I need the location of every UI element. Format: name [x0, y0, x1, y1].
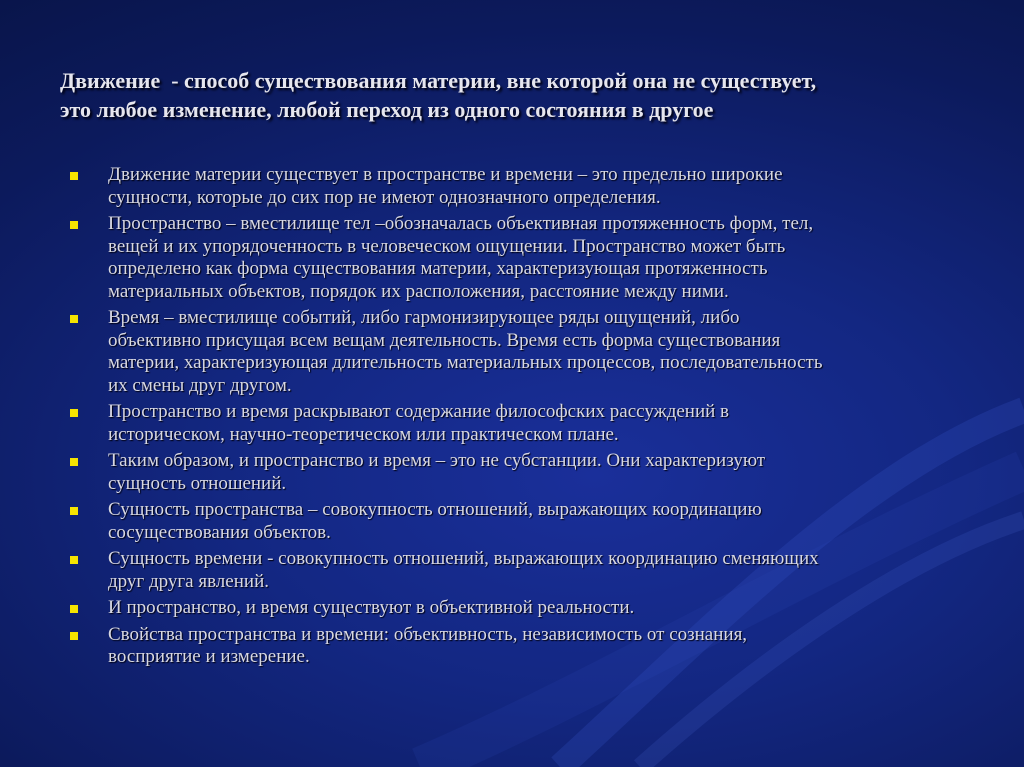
square-bullet-icon — [70, 409, 78, 417]
bullet-line: определено как форма существования материи, характеризующая протяженность — [108, 258, 768, 279]
bullet-line: сущности, которые до сих пор не имеют однозначного определения. — [108, 186, 661, 208]
bullet-line: сущность отношений. — [108, 472, 287, 494]
bullet-line: Пространство – вместилище тел –обозначалась объективная протяженность форм, тел, — [108, 213, 814, 234]
bullet-line: Пространство и время раскрывают содержание философских рассуждений в — [108, 401, 730, 422]
list-item — [70, 624, 990, 669]
list-item — [70, 450, 990, 495]
square-bullet-icon — [70, 315, 78, 323]
bullet-line: вещей и их упорядоченность в человеческом ощущении. Пространство может быть — [108, 235, 786, 257]
slide-title — [60, 66, 990, 124]
square-bullet-icon — [70, 458, 78, 466]
bullet-line: их смены друг другом. — [108, 374, 292, 396]
bullet-list — [70, 164, 990, 673]
bullet-line: Сущность пространства – совокупность отношений, выражающих координацию — [108, 499, 762, 520]
slide-title-line: это любое изменение, любой переход из одного состояния в другое — [60, 97, 714, 122]
bullet-line: объективно присущая всем вещам деятельность. Время есть форма существования — [108, 329, 781, 351]
square-bullet-icon — [70, 556, 78, 564]
list-item — [70, 548, 990, 593]
bullet-line: материи, характеризующая длительность материальных процессов, последовательность — [108, 352, 823, 373]
square-bullet-icon — [70, 507, 78, 515]
square-bullet-icon — [70, 605, 78, 613]
bullet-text — [108, 499, 990, 544]
bullet-text — [108, 450, 990, 495]
bullet-text — [108, 213, 990, 303]
bullet-line: Движение материи существует в пространстве и времени – это предельно широкие — [108, 164, 783, 185]
bullet-line: материальных объектов, порядок их расположения, расстояние между ними. — [108, 280, 729, 302]
list-item — [70, 213, 990, 303]
list-item — [70, 499, 990, 544]
list-item — [70, 401, 990, 446]
bullet-line: И пространство, и время существуют в объективной реальности. — [108, 597, 635, 618]
bullet-line: сосуществования объектов. — [108, 521, 331, 543]
bullet-line: Таким образом, и пространство и время – это не субстанции. Они характеризуют — [108, 450, 766, 471]
bullet-text — [108, 401, 990, 446]
bullet-text — [108, 164, 990, 209]
bullet-text — [108, 307, 990, 397]
bullet-text — [108, 597, 990, 620]
square-bullet-icon — [70, 632, 78, 640]
bullet-text — [108, 548, 990, 593]
square-bullet-icon — [70, 221, 78, 229]
list-item — [70, 597, 990, 620]
bullet-line: историческом, научно-теоретическом или практическом плане. — [108, 423, 619, 445]
square-bullet-icon — [70, 172, 78, 180]
bullet-line: Свойства пространства и времени: объективность, независимость от сознания, — [108, 623, 748, 645]
bullet-line: Сущность времени - совокупность отношений, выражающих координацию сменяющих — [108, 548, 819, 569]
list-item — [70, 307, 990, 397]
list-item — [70, 164, 990, 209]
bullet-line: Время – вместилище событий, либо гармонизирующее ряды ощущений, либо — [108, 307, 740, 328]
slide-title-line: Движение - способ существования материи, вне которой она не существует, — [60, 68, 817, 93]
bullet-line: друг друга явлений. — [108, 570, 269, 592]
bullet-text — [108, 624, 990, 669]
bullet-line: восприятие и измерение. — [108, 646, 310, 667]
